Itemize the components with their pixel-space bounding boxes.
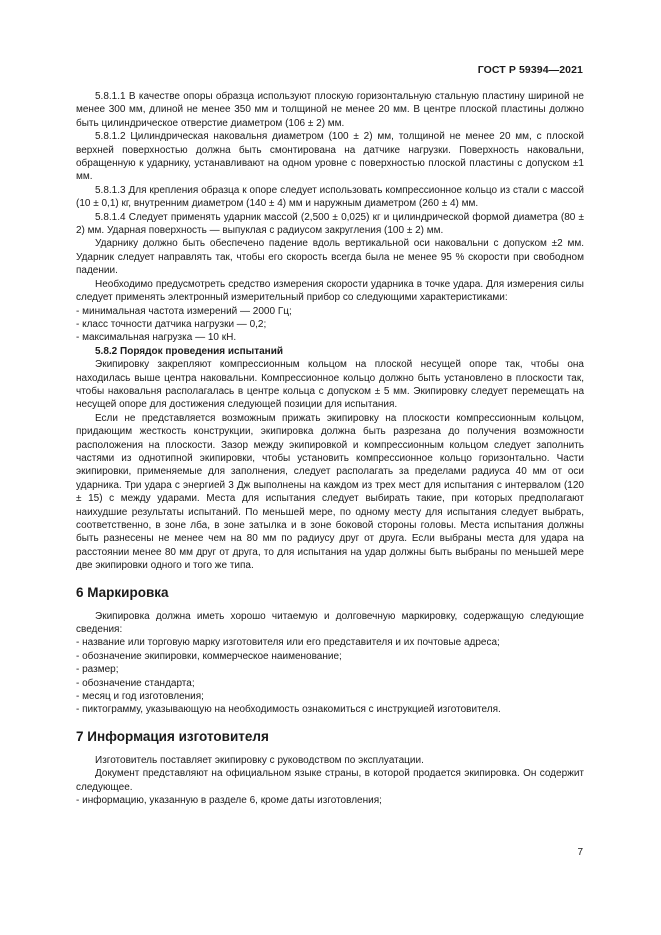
section-heading-manufacturer-info: 7 Информация изготовителя (76, 728, 269, 744)
list-item: - месяц и год изготовления; (76, 691, 204, 703)
list-item: - минимальная частота измерений — 2000 Гц; (76, 305, 292, 317)
list-item: - обозначение экипировки, коммерческое наименование; (76, 650, 342, 662)
paragraph-5-8-1-2: 5.8.1.2 Цилиндрическая наковальня диаметром (100 ± 2) мм, толщиной не менее 20 мм, с плоской верхней поверхностью должна быть смонтирована на датчике нагрузки. Поверхность наковальни, обращенную к ударнику, устанавливают на одном уровне с поверхностью плоской пластины с допуском ±1 мм. (76, 131, 584, 183)
paragraph-5-8-1-1: 5.8.1.1 В качестве опоры образца используют плоскую горизонтальную стальную пластину шириной не менее 300 мм, длиной не менее 350 мм и толщиной не менее 20 мм. В центре плоской пластины должно быть цилиндрическое отверстие диаметром (106 ± 2) мм. (76, 91, 584, 129)
page-number: 7 (577, 847, 583, 858)
paragraph-marking-intro: Экипировка должна иметь хорошо читаемую и долговечную маркировку, содержащую следующие сведения: (76, 610, 584, 636)
list-item: - название или торговую марку изготовителя или его представителя и их почтовые адреса; (76, 637, 500, 649)
paragraph-striker-fall: Ударнику должно быть обеспечено падение вдоль вертикальной оси наковальни с допуском ±2 мм. Ударник следует направлять так, чтобы его скорость всегда была не менее 95 % скорости при свободном падении. (76, 238, 584, 277)
paragraph-manual: Изготовитель поставляет экипировку с руководством по эксплуатации. (95, 754, 424, 766)
list-item: - размер; (76, 664, 119, 676)
standard-code: ГОСТ Р 59394—2021 (477, 64, 583, 76)
paragraph-5-8-1-3: 5.8.1.3 Для крепления образца к опоре следует использовать компрессионное кольцо из стали с массой (10 ± 0,1) кг, внутренним диаметром (140 ± 4) мм и наружным диаметром (260 ± 4) мм. (76, 184, 584, 210)
paragraph-5-8-1-4: 5.8.1.4 Следует применять ударник массой (2,500 ± 0,025) кг и цилиндрической формой диаметра (80 ± 2) мм. Ударная поверхность — выпуклая с радиусом закругления (100 ± 2) мм. (76, 211, 584, 237)
paragraph-test-procedure: Если не представляется возможным прижать экипировку на плоскости компрессионным кольцом, придающим жесткость конструкции, экипировка должна быть разрезана до получения возможности расположения на плоскости. Зазор между экипировкой и компрессионным кольцом следует заполнить частями из однотипной экипировки, чтобы установить компрессионное кольцо горизонтально. Части экипировки, применяемые для заполнения, следует располагать за пределами радиуса 40 мм от оси ударника. Три удара с энергией 3 Дж выполнены на каждом из трех мест для испытания с интервалом (120 ± 15) с между ударами. Места для испытания следует выбирать такие, при которых предполагают наихудшие результаты испытаний. По меньшей мере, по одному месту для испытания следует выбрать, соответственно, в зоне лба, в зоне затылка и в зоне боковой стороны головы. Места испытания должны быть разнесены не менее чем на 80 мм по радиусу друг от друга. Если выбраны места для удара на расстоянии менее 80 мм друг от друга, то для испытания на удар должны быть выбраны по меньшей мере две экипировки одного и того же типа. (76, 412, 584, 572)
section-heading-marking: 6 Маркировка (76, 584, 169, 600)
list-item: - пиктограмму, указывающую на необходимость ознакомиться с инструкцией изготовителя. (76, 704, 501, 716)
paragraph-language: Документ представляют на официальном языке страны, в которой продается экипировка. Он содержит следующее. (76, 768, 584, 793)
list-item: - класс точности датчика нагрузки — 0,2; (76, 318, 267, 330)
list-item: - обозначение стандарта; (76, 677, 195, 689)
paragraph-fixing: Экипировку закрепляют компрессионным кольцом на плоской несущей опоре так, чтобы она находилась выше центра наковальни. Компрессионное кольцо должно быть установлено в плоскости так, чтобы наковальня располагалась в центре кольца с допуском ± 5 мм. Экипировку следует перемещать на несущей опоре для достижения следующей позиции для испытания. (76, 359, 584, 411)
paragraph-measurement: Необходимо предусмотреть средство измерения скорости ударника в точке удара. Для измерения силы следует применять электронный измерительный прибор со следующими характеристиками: (76, 278, 584, 304)
subsection-heading: 5.8.2 Порядок проведения испытаний (95, 345, 283, 357)
list-item: - информацию, указанную в разделе 6, кроме даты изготовления; (76, 795, 382, 807)
list-item: - максимальная нагрузка — 10 кН. (76, 332, 237, 344)
document-body (76, 90, 584, 808)
